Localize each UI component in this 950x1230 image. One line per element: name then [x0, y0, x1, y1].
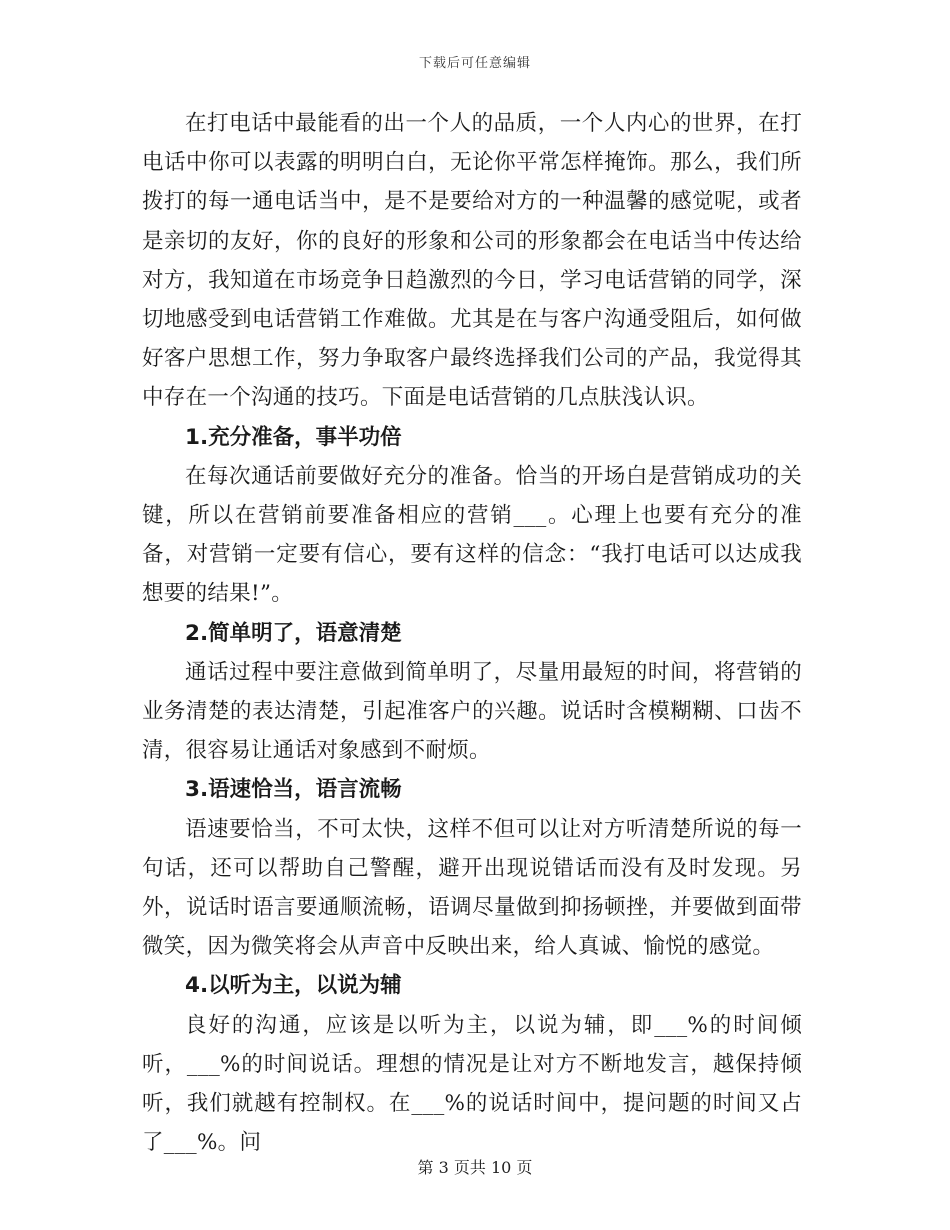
- page-footer: 第 3 页共 10 页: [417, 1158, 533, 1177]
- page-header: 下载后可任意编辑: [418, 56, 531, 71]
- document-body: [142, 104, 802, 1162]
- section-heading-4: 4.以听为主，以说为辅: [185, 973, 402, 999]
- intro-paragraph: 在打电话中最能看的出一个人的品质，一个人内心的世界，在打电话中你可以表露的明明白白，无论你平常怎样掩饰。那么，我们所拨打的每一通电话当中，是不是要给对方的一种温馨的感觉呢，或者是亲切的友好，你的良好的形象和公司的形象都会在电话当中传达给对方，我知道在市场竞争日趋激烈的今日，学习电话营销的同学，深切地感受到电话营销工作难做。尤其是在与客户沟通受阻后，如何做好客户思想工作，努力争取客户最终选择我们公司的产品，我觉得其中存在一个沟通的技巧。下面是电话营销的几点肤浅认识。: [142, 111, 802, 411]
- section-heading-2: 2.简单明了，语意清楚: [185, 620, 402, 646]
- section-heading-3: 3.语速恰当，语言流畅: [185, 777, 402, 803]
- section-paragraph-1: 在每次通话前要做好充分的准备。恰当的开场白是营销成功的关键，所以在营销前要准备相应的营销___。心理上也要有充分的准备，对营销一定要有信心，要有这样的信念：“我打电话可以达成我想要的结果!”。: [142, 463, 802, 607]
- section-paragraph-3: 语速要恰当，不可太快，这样不但可以让对方听清楚所说的每一句话，还可以帮助自己警醒，避开出现说错话而没有及时发现。另外，说话时语言要通顺流畅，语调尽量做到抑扬顿挫，并要做到面带微笑，因为微笑将会从声音中反映出来，给人真诚、愉悦的感觉。: [142, 816, 802, 960]
- section-heading-1: 1.充分准备，事半功倍: [185, 424, 402, 450]
- section-paragraph-2: 通话过程中要注意做到简单明了，尽量用最短的时间，将营销的业务清楚的表达清楚，引起准客户的兴趣。说话时含模糊糊、口齿不清，很容易让通话对象感到不耐烦。: [142, 659, 802, 764]
- section-paragraph-4: 良好的沟通，应该是以听为主，以说为辅，即___%的时间倾听，___%的时间说话。理想的情况是让对方不断地发言，越保持倾听，我们就越有控制权。在___%的说话时间中，提问题的时间又占了___%。问: [142, 1012, 802, 1156]
